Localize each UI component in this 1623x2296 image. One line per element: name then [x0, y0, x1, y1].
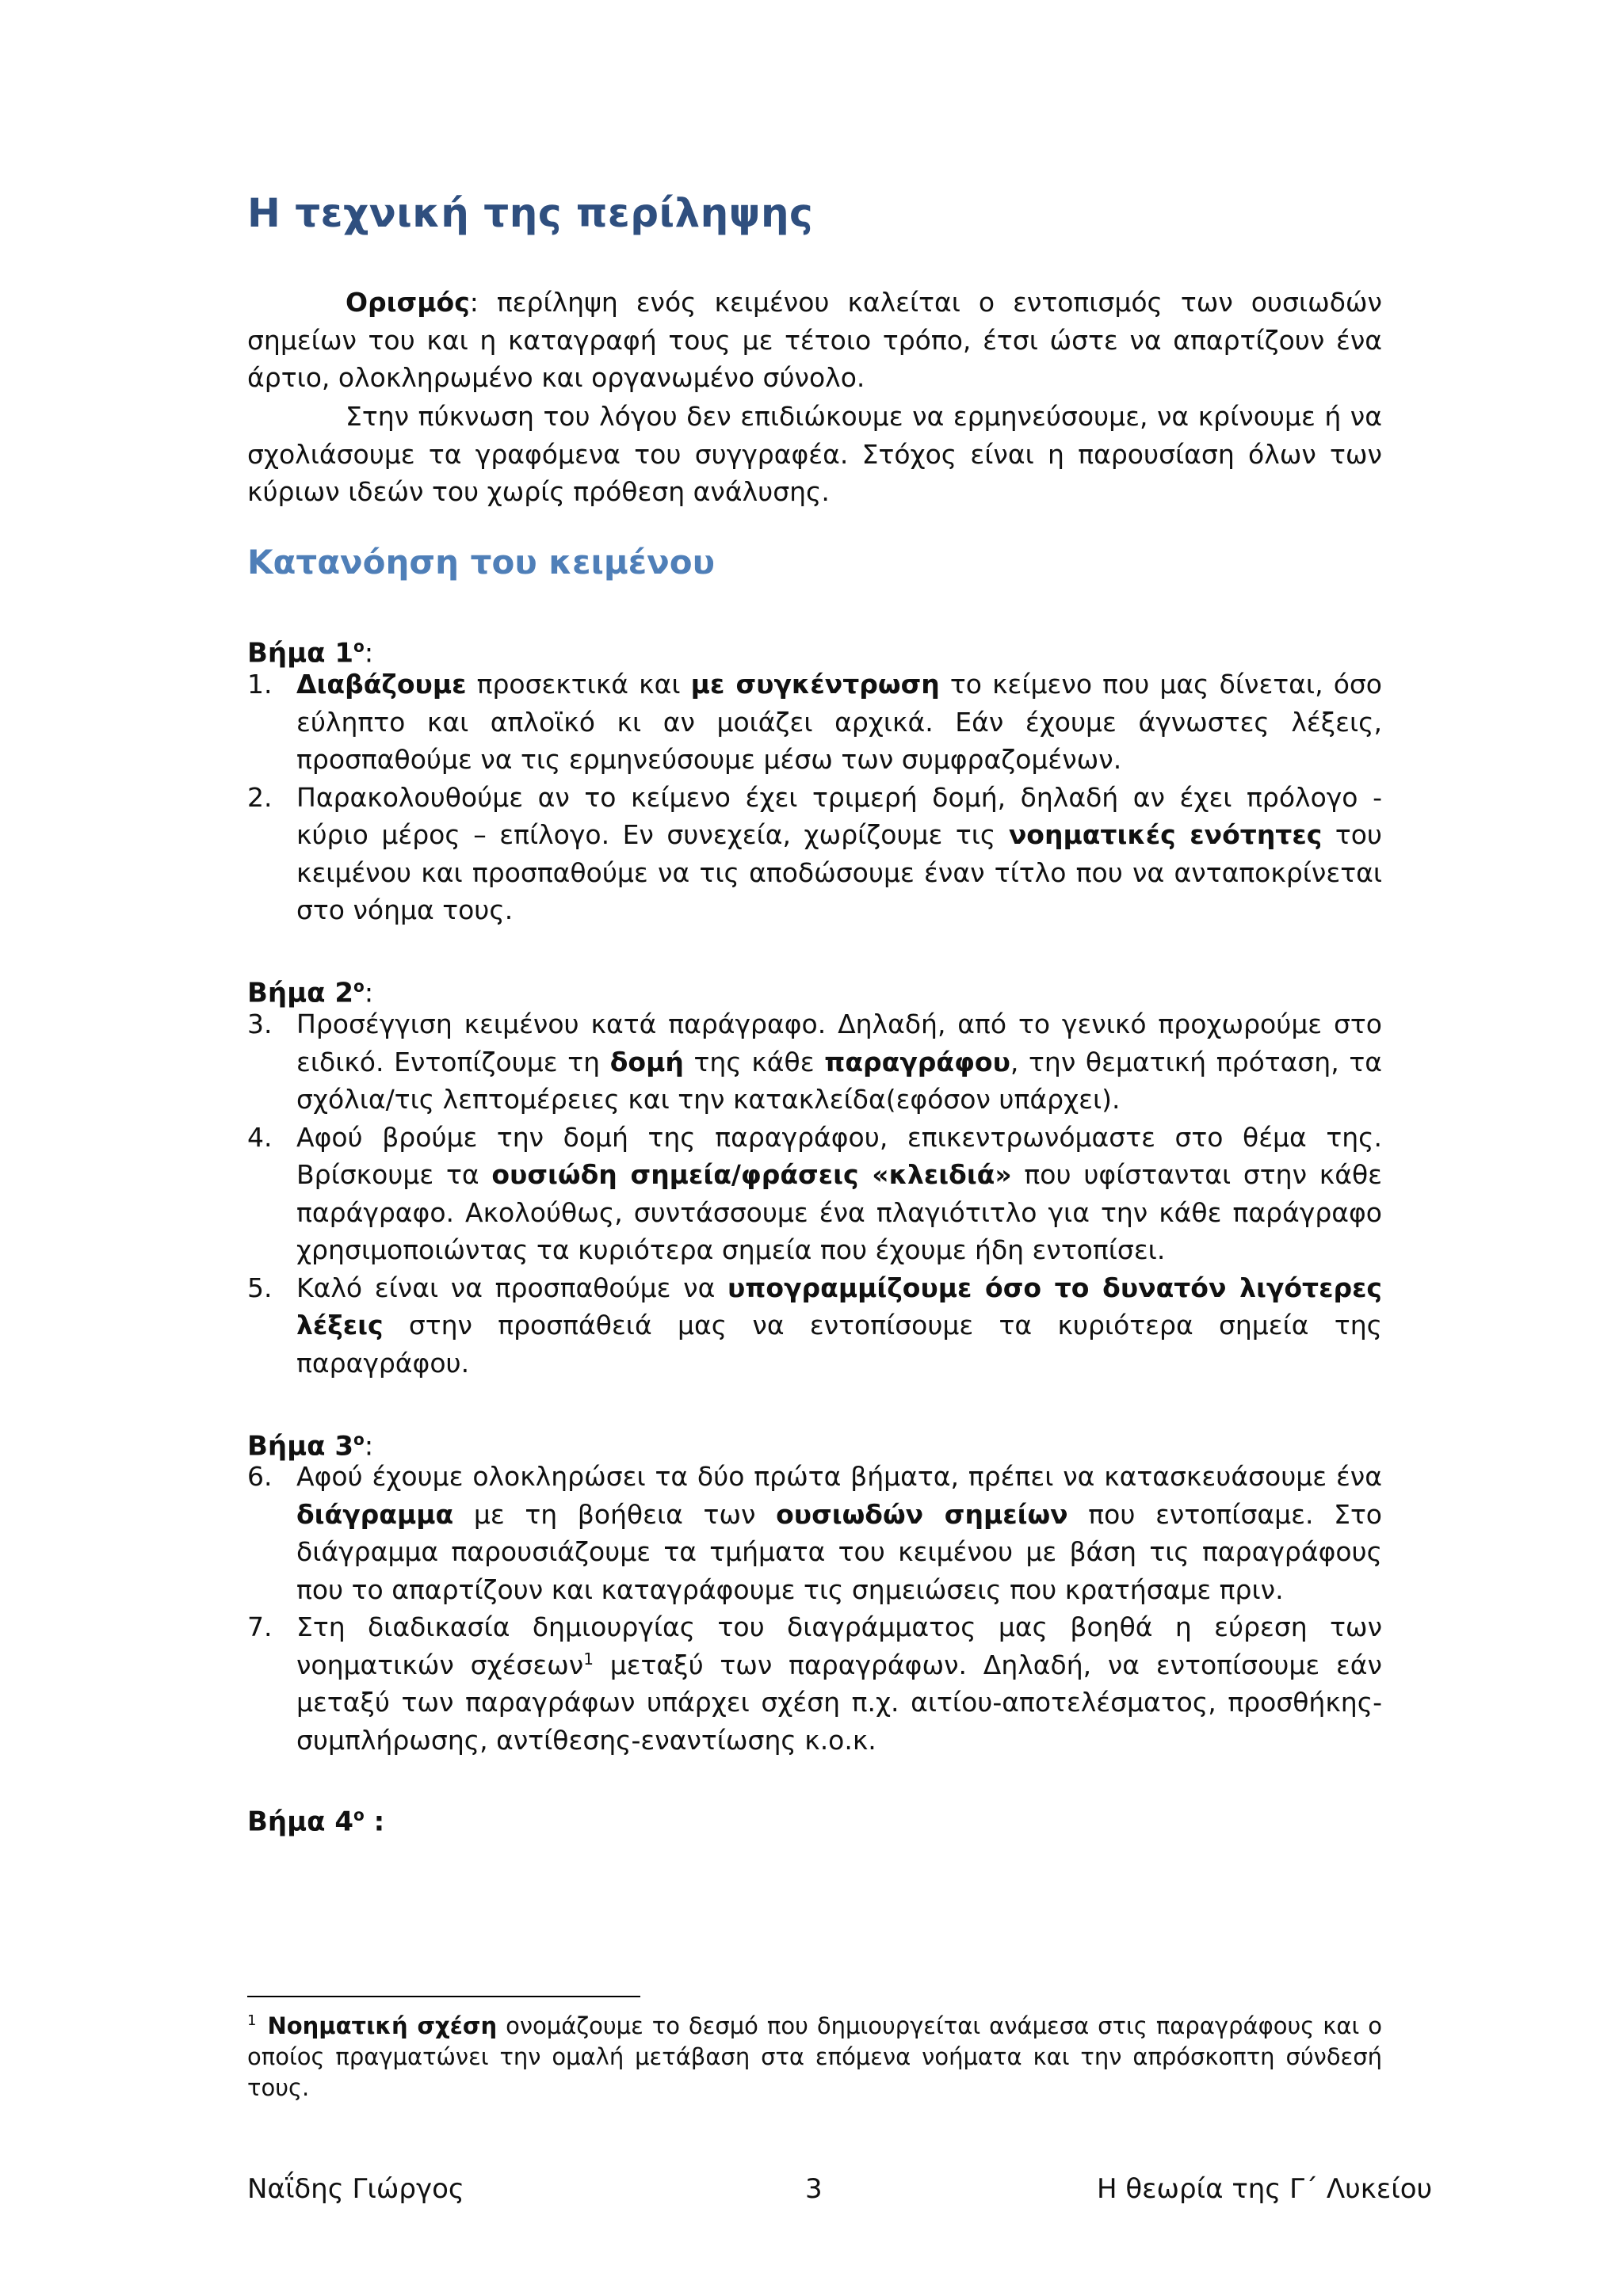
- footer-book-title: Η θεωρία της Γ΄ Λυκείου: [1097, 2173, 1433, 2205]
- list-item-5: 5. Καλό είναι να προσπαθούμε να υπογραμμίζουμε όσο το δυνατόν λιγότερες λέξεις στην προσπάθειά μας να εντοπίσουμε τα κυριότερα σημεία της παραγράφου.: [247, 1272, 1382, 1379]
- footnote-reference: 1: [583, 1649, 594, 1669]
- footer-page-number: 3: [805, 2173, 823, 2205]
- definition-paragraph: [247, 284, 1382, 397]
- page-title: Η τεχνική της περίληψης: [247, 190, 814, 236]
- step-2-list: [247, 1005, 1382, 1382]
- step-3-label: Βήμα $3^o$:: [247, 1430, 374, 1463]
- list-item-3: 3. Προσέγγιση κειμένου κατά παράγραφο. Δηλαδή, από το γενικό προχωρούμε στο ειδικό. Εντοπίζουμε τη δομή της κάθε παραγράφου, την θεματική πρόταση, τα σχόλια/τις λεπτομέρειες και την κατακλείδα(εφόσον υπάρχει).: [247, 1009, 1383, 1115]
- step-1-list: [247, 666, 1382, 929]
- definition-term: Ορισμός: [346, 287, 470, 318]
- step-3-list: [247, 1458, 1382, 1759]
- list-item-4: 4. Αφού βρούμε την δομή της παραγράφου, επικεντρωνόμαστε στο θέμα της. Βρίσκουμε τα ουσιώδη σημεία/φράσεις «κλειδιά» που υφίστανται στην κάθε παράγραφο. Ακολούθως, συντάσσουμε ένα πλαγιότιτλο για την κάθε παράγραφο χρησιμοποιώντας τα κυριότερα σημεία που έχουμε ήδη εντοπίσει.: [247, 1121, 1382, 1265]
- definition-text: : περίληψη ενός κειμένου καλείται ο εντοπισμός των ουσιωδών σημείων του και η καταγραφή τους με τέτοιο τρόπο, έτσι ώστε να απαρτίζουν ένα άρτιο, ολοκληρωμένο και οργανωμένο σύνολο.: [247, 287, 1382, 393]
- list-item-6: 6. Αφού έχουμε ολοκληρώσει τα δύο πρώτα βήματα, πρέπει να κατασκευάσουμε ένα διάγραμμα με τη βοήθεια των ουσιωδών σημείων που εντοπίσαμε. Στο διάγραμμα παρουσιάζουμε τα τμήματα του κειμένου με βάση τις παραγράφους που το απαρτίζουν και καταγράφουμε τις σημειώσεις που κρατήσαμε πριν.: [247, 1461, 1382, 1605]
- footnote: $^1$ Νοηματική σχέση ονομάζουμε το δεσμό που δημιουργείται ανάμεσα στις παραγράφους και ο οποίος πραγματώνει την ομαλή μετάβαση στα επόμενα νοήματα και την απρόσκοπτη σύνδεσή τους.: [247, 2012, 1382, 2101]
- list-item-2: 2. Παρακολουθούμε αν το κείμενο έχει τριμερή δομή, δηλαδή αν έχει πρόλογο - κύριο μέρος – επίλογο. Εν συνεχεία, χωρίζουμε τις νοηματικές ενότητες του κειμένου και προσπαθούμε να τις αποδώσουμε έναν τίτλο που να ανταποκρίνεται στο νόημα τους.: [247, 781, 1382, 925]
- intro-text: Στην πύκνωση του λόγου δεν επιδιώκουμε να ερμηνεύσουμε, να κρίνουμε ή να σχολιάσουμε τα γραφόμενα του συγγραφέα. Στόχος είναι η παρουσίαση όλων των κύριων ιδεών του χωρίς πρόθεση ανάλυσης.: [247, 401, 1382, 507]
- list-item-7: 7. Στη διαδικασία δημιουργίας του διαγράμματος μας βοηθά η εύρεση των νοηματικών σχέσεων$^1$ μεταξύ των παραγράφων. Δηλαδή, να εντοπίσουμε εάν μεταξύ των παραγράφων υπάρχει σχέση π.χ. αιτίου-αποτελέσματος, προσθήκης-συμπλήρωσης, αντίθεσης-εναντίωσης κ.ο.κ.: [247, 1611, 1382, 1756]
- step-4-label: Βήμα $4^o$ :: [247, 1806, 385, 1838]
- footnote-separator: [247, 1996, 640, 1997]
- intro-paragraph: [247, 398, 1382, 511]
- step-2-label: Βήμα $2^o$:: [247, 977, 374, 1009]
- list-item-1: 1. Διαβάζουμε προσεκτικά και με συγκέντρωση το κείμενο που μας δίνεται, όσο εύληπτο και απλοϊκό κι αν μοιάζει αρχικά. Εάν έχουμε άγνωστες λέξεις, προσπαθούμε να τις ερμηνεύσουμε μέσω των συμφραζομένων.: [247, 669, 1382, 775]
- step-1-label: Βήμα $1^o$:: [247, 637, 374, 669]
- footer-author: Ναΐδης Γιώργος: [247, 2173, 464, 2205]
- section-title: Κατανόηση του κειμένου: [247, 543, 715, 582]
